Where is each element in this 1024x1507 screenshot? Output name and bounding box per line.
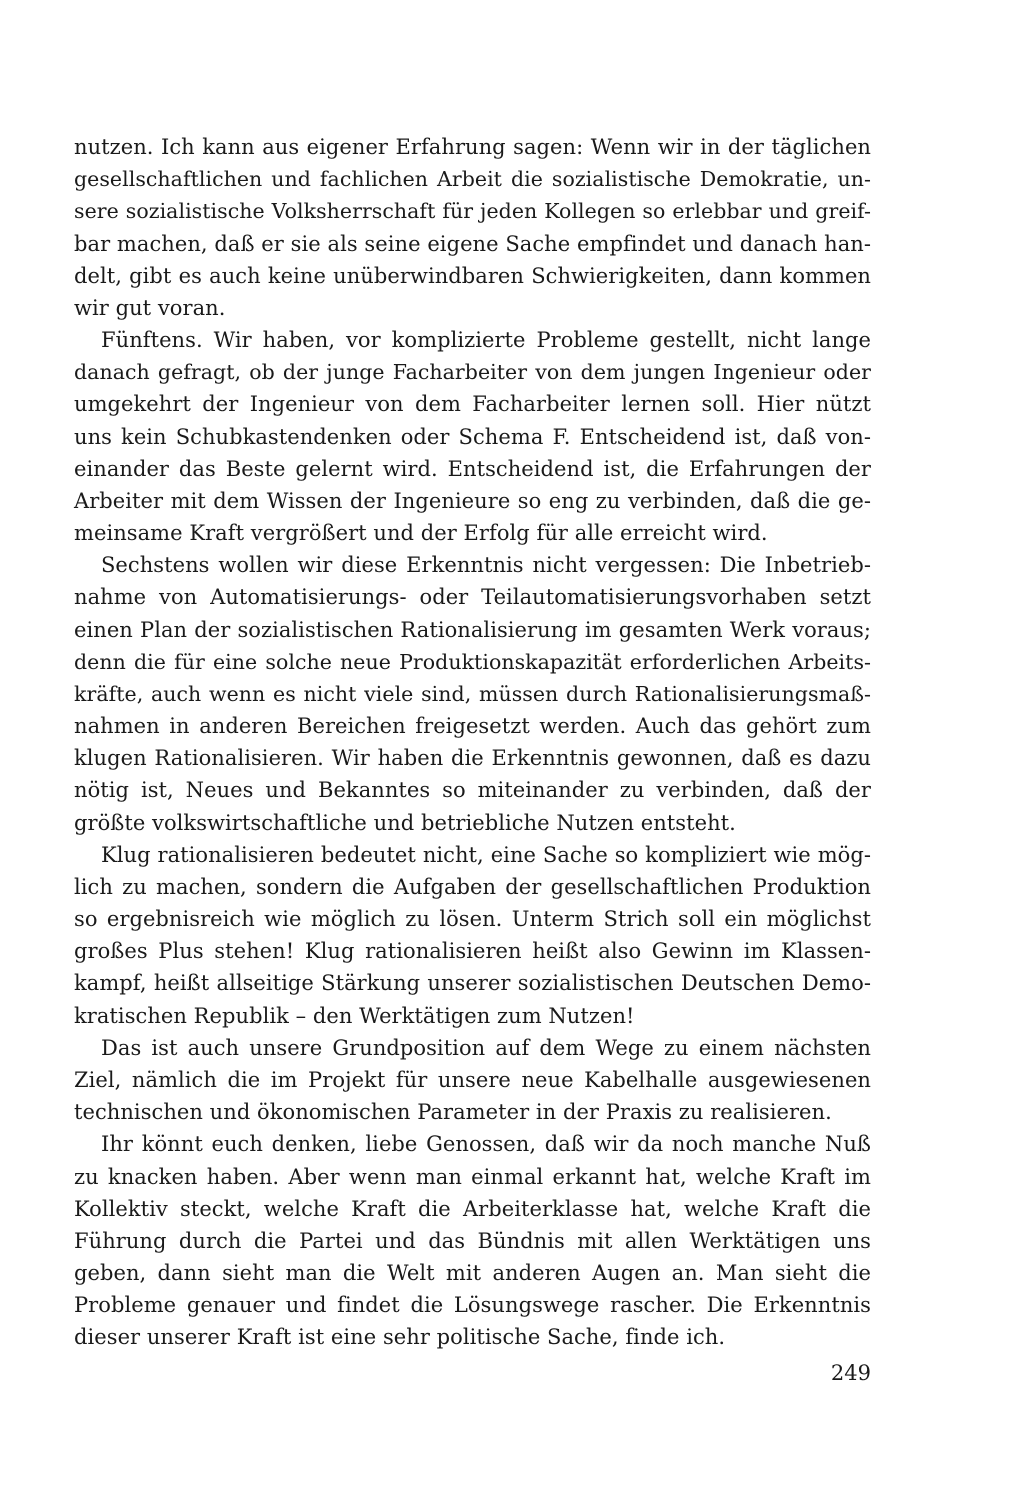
text-line: so ergebnisreich wie möglich zu lösen. Unterm Strich soll ein möglichst bbox=[74, 907, 871, 932]
text-line: zu knacken haben. Aber wenn man einmal erkannt hat, welche Kraft im bbox=[74, 1164, 871, 1189]
text-line: danach gefragt, ob der junge Facharbeiter von dem jungen Ingenieur oder bbox=[74, 360, 871, 385]
text-line: denn die für eine solche neue Produktionskapazität erforderlichen Arbeits- bbox=[74, 649, 871, 674]
text-line: größte volkswirtschaftliche und betriebliche Nutzen entsteht. bbox=[74, 810, 736, 835]
page-number: 249 bbox=[830, 1361, 871, 1385]
text-line: Klug rationalisieren bedeutet nicht, eine Sache so kompliziert wie mög- bbox=[101, 842, 871, 867]
paragraph bbox=[74, 1128, 871, 1353]
text-line: uns kein Schubkastendenken oder Schema F. Entscheidend ist, daß von- bbox=[74, 424, 871, 449]
text-line: kratischen Republik – den Werktätigen zum Nutzen! bbox=[74, 1003, 635, 1028]
text-line: Ihr könnt euch denken, liebe Genossen, daß wir da noch manche Nuß bbox=[101, 1132, 871, 1157]
text-line: nutzen. Ich kann aus eigener Erfahrung sagen: Wenn wir in der täglichen bbox=[74, 135, 871, 159]
text-line: gesellschaftlichen und fachlichen Arbeit die sozialistische Demokratie, un- bbox=[74, 167, 871, 192]
paragraph bbox=[74, 131, 871, 324]
text-line: sere sozialistische Volksherrschaft für jeden Kollegen so erlebbar und greif- bbox=[74, 199, 871, 224]
text-line: umgekehrt der Ingenieur von dem Facharbeiter lernen soll. Hier nützt bbox=[74, 392, 871, 417]
text-line: Ziel, nämlich die im Projekt für unsere neue Kabelhalle ausgewiesenen bbox=[74, 1067, 871, 1092]
text-line: Führung durch die Partei und das Bündnis mit allen Werktätigen uns bbox=[74, 1228, 871, 1253]
text-line: kräfte, auch wenn es nicht viele sind, müssen durch Rationalisierungsmaß- bbox=[74, 681, 871, 706]
paragraph bbox=[74, 549, 871, 839]
text-line: geben, dann sieht man die Welt mit anderen Augen an. Man sieht die bbox=[74, 1261, 871, 1286]
text-line: bar machen, daß er sie als seine eigene Sache empfindet und danach han- bbox=[74, 231, 871, 256]
text-line: klugen Rationalisieren. Wir haben die Erkenntnis gewonnen, daß es dazu bbox=[74, 746, 871, 771]
text-line: Das ist auch unsere Grundposition auf dem Wege zu einem nächsten bbox=[101, 1035, 871, 1060]
text-line: einen Plan der sozialistischen Rationalisierung im gesamten Werk voraus; bbox=[74, 617, 871, 642]
text-line: technischen und ökonomischen Parameter in der Praxis zu realisieren. bbox=[74, 1100, 832, 1125]
text-line: einander das Beste gelernt wird. Entscheidend ist, die Erfahrungen der bbox=[74, 456, 871, 481]
page-body-text bbox=[74, 131, 871, 1354]
text-line: nahmen in anderen Bereichen freigesetzt werden. Auch das gehört zum bbox=[74, 714, 871, 739]
text-line: Fünftens. Wir haben, vor komplizierte Probleme gestellt, nicht lange bbox=[101, 328, 871, 353]
paragraph bbox=[74, 324, 871, 549]
paragraph bbox=[74, 839, 871, 1032]
text-line: nötig ist, Neues und Bekanntes so miteinander zu verbinden, daß der bbox=[74, 778, 871, 803]
text-line: wir gut voran. bbox=[74, 295, 226, 320]
text-line: nahme von Automatisierungs- oder Teilautomatisierungsvorhaben setzt bbox=[74, 585, 871, 610]
text-line: großes Plus stehen! Klug rationalisieren heißt also Gewinn im Klassen- bbox=[74, 939, 871, 964]
text-line: lich zu machen, sondern die Aufgaben der gesellschaftlichen Produktion bbox=[74, 874, 871, 899]
paragraph bbox=[74, 1032, 871, 1129]
text-line: Arbeiter mit dem Wissen der Ingenieure so eng zu verbinden, daß die ge- bbox=[74, 488, 871, 513]
text-line: meinsame Kraft vergrößert und der Erfolg für alle erreicht wird. bbox=[74, 521, 768, 546]
text-line: Probleme genauer und findet die Lösungswege rascher. Die Erkenntnis bbox=[74, 1293, 871, 1318]
text-line: dieser unserer Kraft ist eine sehr politische Sache, finde ich. bbox=[74, 1325, 726, 1350]
text-line: delt, gibt es auch keine unüberwindbaren Schwierigkeiten, dann kommen bbox=[74, 263, 871, 288]
text-line: kampf, heißt allseitige Stärkung unserer sozialistischen Deutschen Demo- bbox=[74, 971, 871, 996]
text-line: Sechstens wollen wir diese Erkenntnis nicht vergessen: Die Inbetrieb- bbox=[101, 553, 871, 578]
text-line: Kollektiv steckt, welche Kraft die Arbeiterklasse hat, welche Kraft die bbox=[74, 1196, 871, 1221]
